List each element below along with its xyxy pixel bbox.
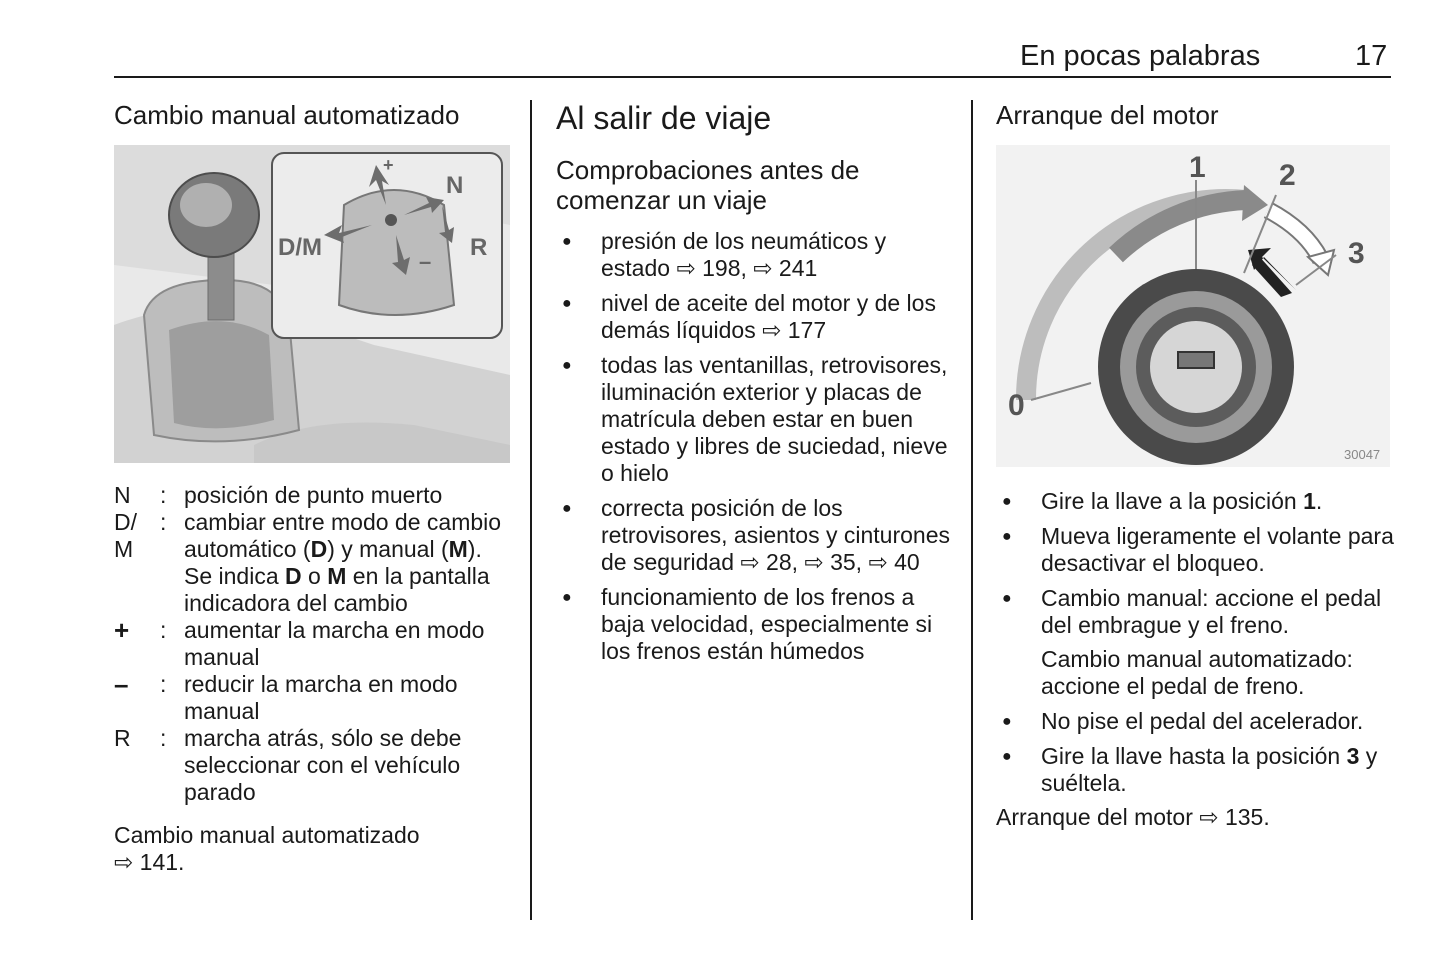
position-1-label: 1 xyxy=(1189,151,1206,184)
list-item: ● Gire la llave a la posición 1. xyxy=(996,488,1396,515)
ignition-illustration xyxy=(996,145,1390,467)
definition-row xyxy=(114,671,514,725)
page-number: 17 xyxy=(1355,40,1388,72)
definition-text: posición de punto muerto xyxy=(184,482,443,508)
definition-row xyxy=(114,509,514,617)
page-ref-link[interactable]: ⇨ 28, ⇨ 35, ⇨ 40 xyxy=(740,549,920,575)
symbol-definitions xyxy=(114,482,514,806)
amt-reference xyxy=(114,822,514,876)
definition-row xyxy=(114,617,514,671)
shift-minus-label: – xyxy=(419,249,432,274)
reference-link[interactable]: ⇨ 135. xyxy=(1199,804,1270,830)
definition-key: + xyxy=(114,615,130,645)
section-heading-amt: Cambio manual automatizado xyxy=(114,100,460,130)
reference-text: Arranque del motor xyxy=(996,804,1193,830)
reference-text: Cambio manual automatizado xyxy=(114,822,420,848)
definition-colon: : xyxy=(160,671,167,697)
list-item: ● correcta posición de los retrovisores, asientos y cinturones de seguridad ⇨ 28, ⇨ 35, ⇨ 40 xyxy=(556,495,956,576)
running-header-title: En pocas palabras xyxy=(1020,40,1261,72)
definition-key: R xyxy=(114,725,131,751)
pre-trip-checklist xyxy=(556,228,956,673)
page-ref-link[interactable]: ⇨ 198, ⇨ 241 xyxy=(676,255,818,281)
definition-text: marcha atrás, sólo se debe seleccionar con el vehículo parado xyxy=(184,725,462,805)
definition-key: – xyxy=(114,669,129,699)
definition-row xyxy=(114,482,514,509)
shift-r-label: R xyxy=(470,234,488,261)
definition-colon: : xyxy=(160,617,167,643)
definition-colon: : xyxy=(160,725,167,751)
definition-colon: : xyxy=(160,482,167,508)
definition-row xyxy=(114,725,514,806)
position-3-label: 3 xyxy=(1348,237,1365,270)
column-divider-1 xyxy=(530,100,532,920)
shift-n-label: N xyxy=(446,172,464,199)
definition-text: aumentar la marcha en modo manual xyxy=(184,617,485,670)
reference-link[interactable]: ⇨ 141. xyxy=(114,849,185,875)
checks-subheading: Comprobaciones antes de comenzar un viaje xyxy=(556,155,860,215)
list-item: ● Cambio manual: accione el pedal del embrague y el freno. xyxy=(996,585,1396,639)
list-item: ● presión de los neumáticos y estado ⇨ 198, ⇨ 241 xyxy=(556,228,956,282)
figure-code: 30047 xyxy=(1344,447,1381,462)
list-item: ● nivel de aceite del motor y de los demás líquidos ⇨ 177 xyxy=(556,290,956,344)
section-heading-start: Arranque del motor xyxy=(996,100,1219,130)
shift-plus-label: + xyxy=(383,155,394,175)
amt-brake-note: Cambio manual automatizado: accione el pedal de freno. xyxy=(1041,646,1353,699)
definition-key: D/ M xyxy=(114,509,137,562)
definition-colon: : xyxy=(160,509,167,535)
gear-lever-illustration xyxy=(114,145,510,463)
list-item: ● No pise el pedal del acelerador. xyxy=(996,708,1396,735)
engine-start-reference xyxy=(996,804,1396,831)
page-ref-link[interactable]: ⇨ 177 xyxy=(762,317,827,343)
column-divider-2 xyxy=(971,100,973,920)
position-0-label: 0 xyxy=(1008,389,1025,422)
list-item: ● Mueva ligeramente el volante para desactivar el bloqueo. xyxy=(996,523,1396,577)
definition-key: N xyxy=(114,482,131,508)
position-2-label: 2 xyxy=(1279,159,1296,192)
section-heading-trip: Al salir de viaje xyxy=(556,100,772,136)
engine-start-steps xyxy=(996,488,1396,647)
shift-dm-label: D/M xyxy=(278,234,322,261)
header-rule xyxy=(114,76,1391,78)
definition-text: reducir la marcha en modo manual xyxy=(184,671,458,724)
list-item: ● Gire la llave hasta la posición 3 y suéltela. xyxy=(996,743,1396,797)
list-item: ● todas las ventanillas, retrovisores, iluminación exterior y placas de matrícula deben estar en buen estado y libres de suciedad, nieve o hielo xyxy=(556,352,956,487)
list-item: ● funcionamiento de los frenos a baja velocidad, especialmente si los frenos están húmedos xyxy=(556,584,956,665)
definition-text: cambiar entre modo de cambio automático (D) y manual (M). Se indica D o M en la pantalla indicadora del cambio xyxy=(184,509,502,616)
engine-start-steps-cont xyxy=(996,708,1396,805)
